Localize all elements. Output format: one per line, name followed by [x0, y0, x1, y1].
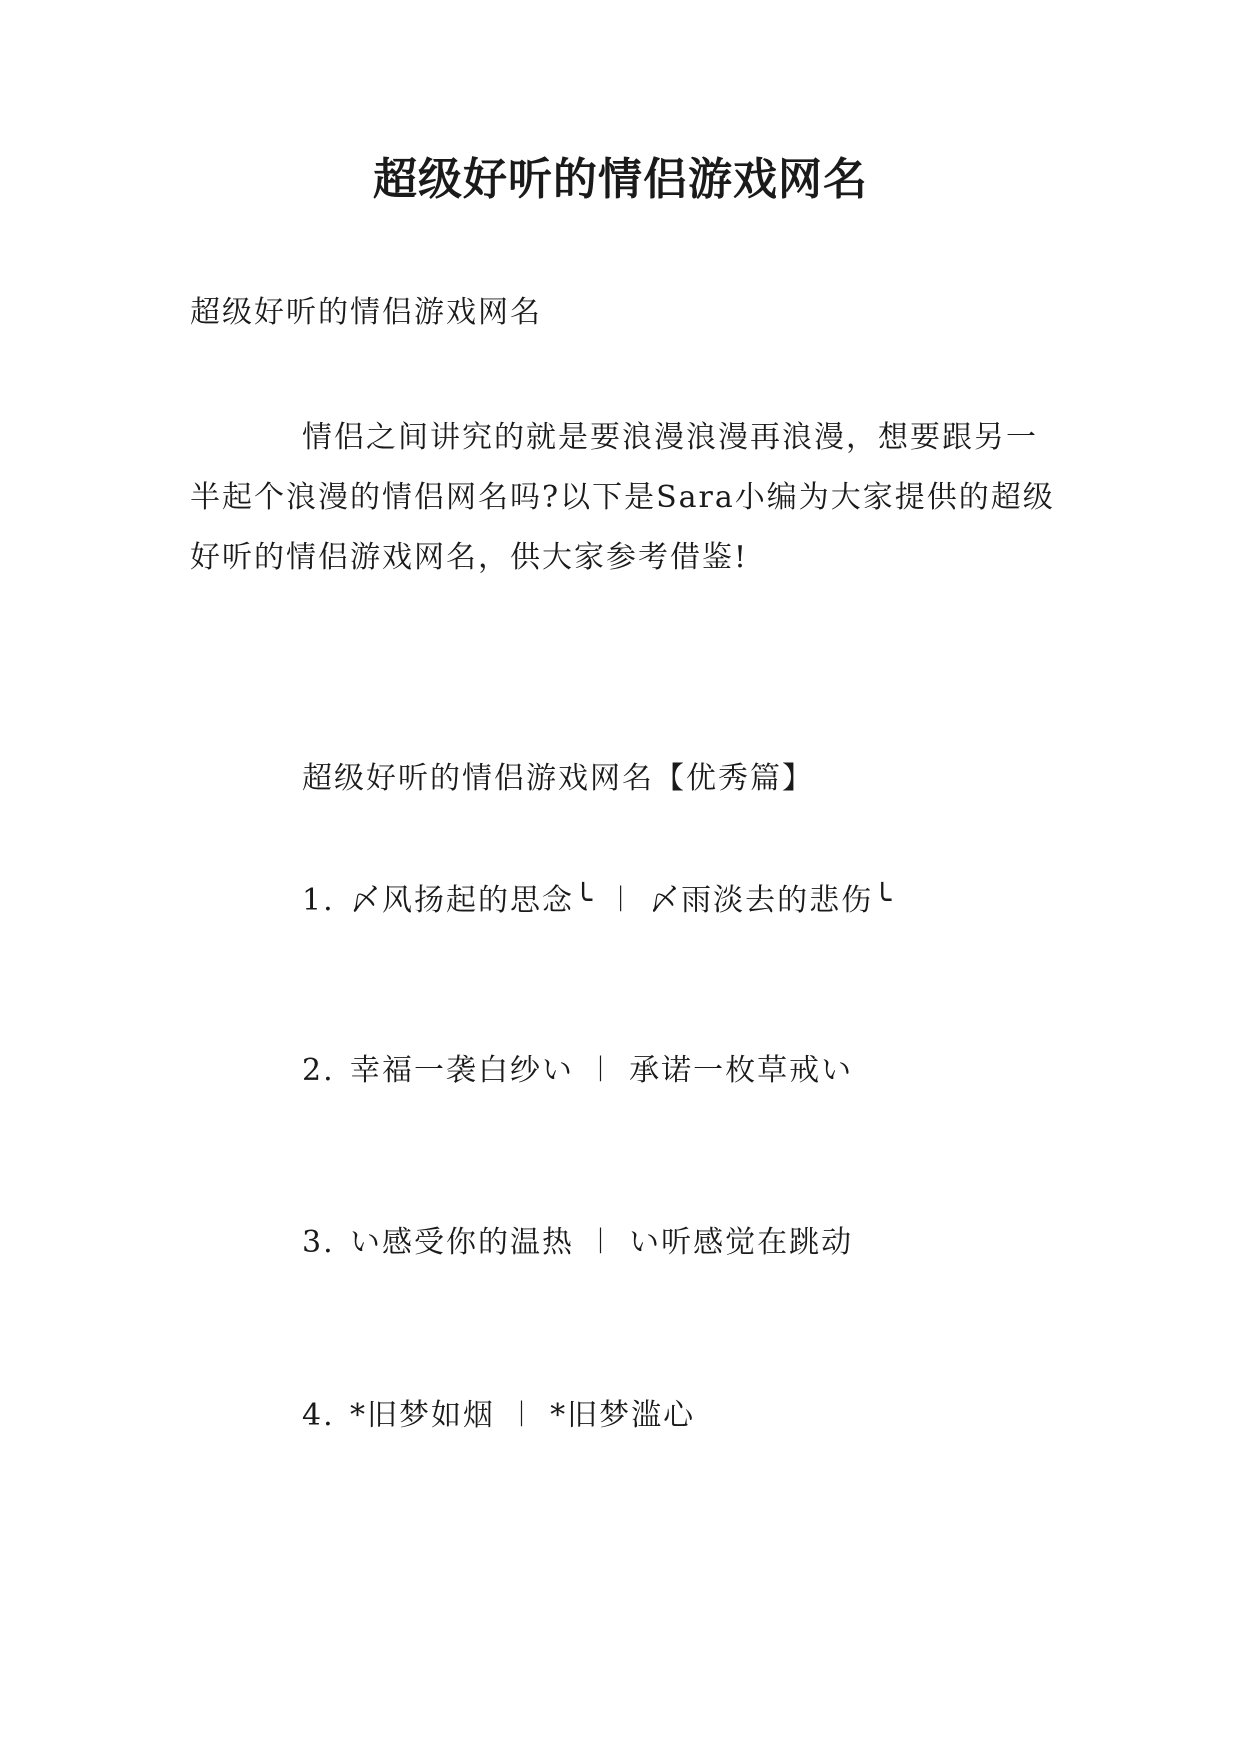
- list-item-number: 3.: [302, 1225, 335, 1260]
- list-item-text: 幸福一袭白纱い ︱ 承诺一枚草戒い: [350, 1053, 854, 1088]
- list-item-text: *旧梦如烟 ︱ *旧梦滥心: [350, 1398, 696, 1433]
- section-heading: 超级好听的情侣游戏网名【优秀篇】: [302, 761, 814, 796]
- list-item-text: 〆风扬起的思念╰ ︱ 〆雨淡去的悲伤╰: [350, 883, 894, 918]
- intro-paragraph: 情侣之间讲究的就是要浪漫浪漫再浪漫，想要跟另一半起个浪漫的情侣网名吗?以下是Sara小编为大家提供的超级好听的情侣游戏网名，供大家参考借鉴!: [190, 420, 1055, 575]
- list-item-number: 2.: [302, 1053, 335, 1088]
- list-item-3: [302, 1222, 853, 1264]
- list-item-number: 1.: [302, 883, 335, 918]
- list-item-4: [302, 1395, 695, 1437]
- list-item-text: い感受你的温热 ︱ い听感觉在跳动: [350, 1225, 854, 1260]
- list-item-1: [302, 880, 893, 922]
- list-item-2: [302, 1050, 853, 1092]
- document-subtitle: 超级好听的情侣游戏网名: [190, 295, 542, 330]
- document-title: 超级好听的情侣游戏网名: [373, 154, 868, 205]
- list-item-number: 4.: [302, 1398, 335, 1433]
